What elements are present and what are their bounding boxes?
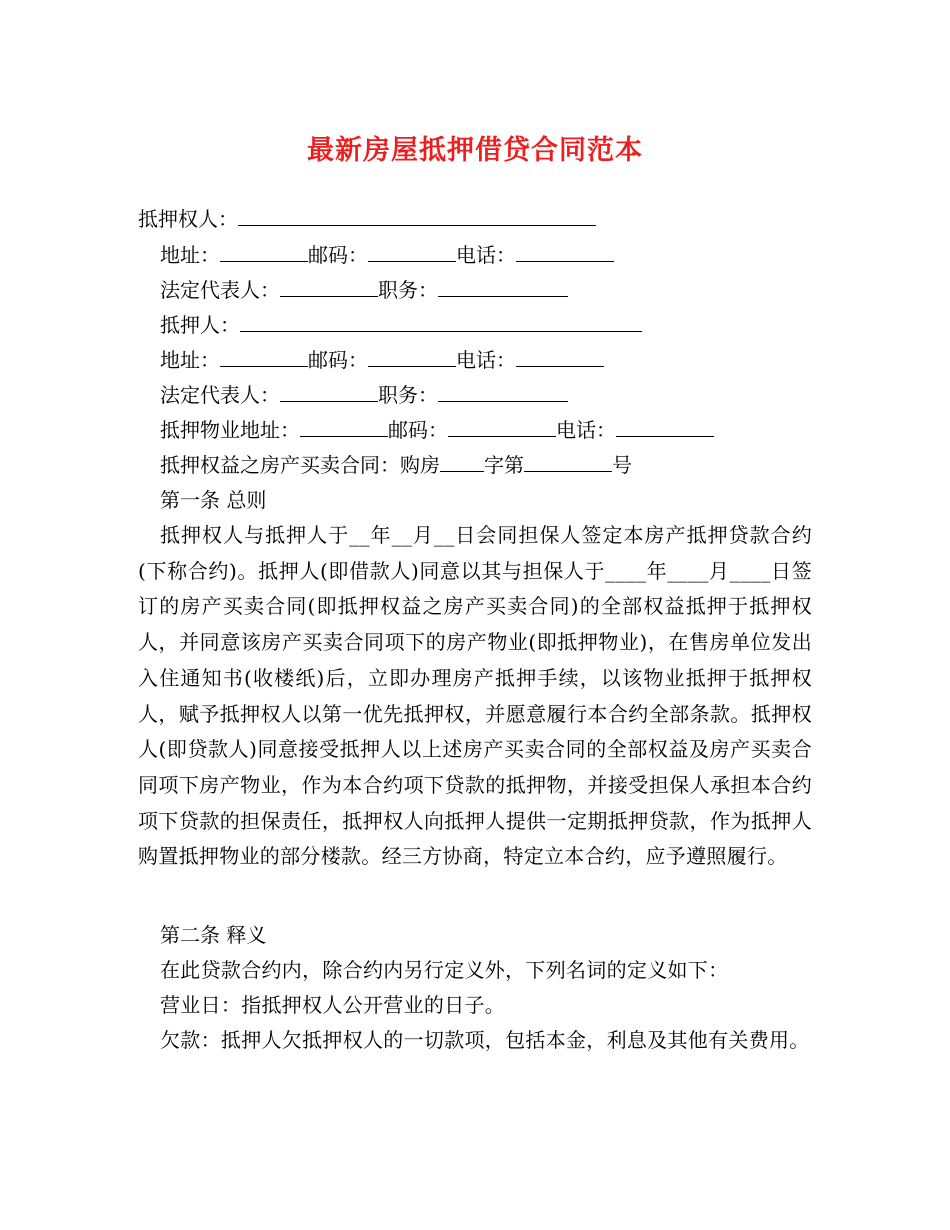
address-label: 地址： [160,243,220,267]
article2-intro: 在此贷款合约内，除合约内另行定义外，下列名词的定义如下： [160,958,729,982]
mortgagee-blank[interactable] [238,207,596,226]
legal-rep-label: 法定代表人： [160,278,280,302]
postcode-blank[interactable] [368,243,456,262]
mortgagee-rep-line [160,275,568,305]
contract-mid-label: 字第 [484,453,524,477]
legal-rep-label: 法定代表人： [160,383,280,407]
contract-end-label: 号 [612,453,632,477]
article2-heading: 第二条 释义 [160,923,267,947]
postcode-blank[interactable] [368,348,456,367]
postcode-label: 邮码： [388,418,448,442]
phone-blank[interactable] [516,243,614,262]
sale-contract-line [160,450,632,480]
mortgagee-line [138,204,596,234]
mortgagor-label: 抵押人： [160,313,240,337]
mortgagor-address-line [160,345,604,375]
phone-blank[interactable] [516,348,604,367]
postcode-label: 邮码： [308,243,368,267]
contract-number-blank[interactable] [524,453,612,472]
address-blank[interactable] [220,348,308,367]
legal-rep-blank[interactable] [280,383,378,402]
mortgagee-address-line [160,240,614,270]
property-address-line [160,415,714,445]
article2-definition-debt: 欠款：抵押人欠抵押权人的一切款项，包括本金，利息及其他有关费用。 [160,1028,810,1052]
postcode-label: 邮码： [308,348,368,372]
address-label: 地址： [160,348,220,372]
legal-rep-blank[interactable] [280,278,378,297]
article2-definition-business-day: 营业日：指抵押权人公开营业的日子。 [160,993,506,1017]
article1-heading: 第一条 总则 [160,488,267,512]
phone-blank[interactable] [616,418,714,437]
property-address-blank[interactable] [300,418,388,437]
position-blank[interactable] [438,383,568,402]
position-blank[interactable] [438,278,568,297]
phone-label: 电话： [556,418,616,442]
position-label: 职务： [378,278,438,302]
property-address-label: 抵押物业地址： [160,418,300,442]
postcode-blank[interactable] [448,418,556,437]
article1-body: 抵押权人与抵押人于__年__月__日会同担保人签定本房产抵押贷款合约(下称合约)。抵押人(即借款人)同意以其与担保人于____年____月____日签订的房产买卖合同(即抵押权益之房产买卖合同)的全部权益抵押于抵押权人，并同意该房产买卖合同项下的房产物业(即抵押物业)，在售房单位发出入住通知书(收楼纸)后，立即办理房产抵押手续，以该物业抵押于抵押权人，赋予抵押权人以第一优先抵押权，并愿意履行本合约全部条款。抵押权人(即贷款人)同意接受抵押人以上述房产买卖合同的全部权益及房产买卖合同项下房产物业，作为本合约项下贷款的抵押物，并接受担保人承担本合约项下贷款的担保责任，抵押权人向抵押人提供一定期抵押贷款，作为抵押人购置抵押物业的部分楼款。经三方协商，特定立本合约，应予遵照履行。 [138,523,812,869]
sale-contract-label: 抵押权益之房产买卖合同：购房 [160,453,440,477]
contract-prefix-blank[interactable] [440,453,484,472]
document-title: 最新房屋抵押借贷合同范本 [307,135,643,166]
mortgagee-label: 抵押权人： [138,207,238,231]
phone-label: 电话： [456,348,516,372]
address-blank[interactable] [220,243,308,262]
phone-label: 电话： [456,243,516,267]
mortgagor-blank[interactable] [240,313,642,332]
mortgagor-line [160,310,642,340]
mortgagor-rep-line [160,380,568,410]
position-label: 职务： [378,383,438,407]
